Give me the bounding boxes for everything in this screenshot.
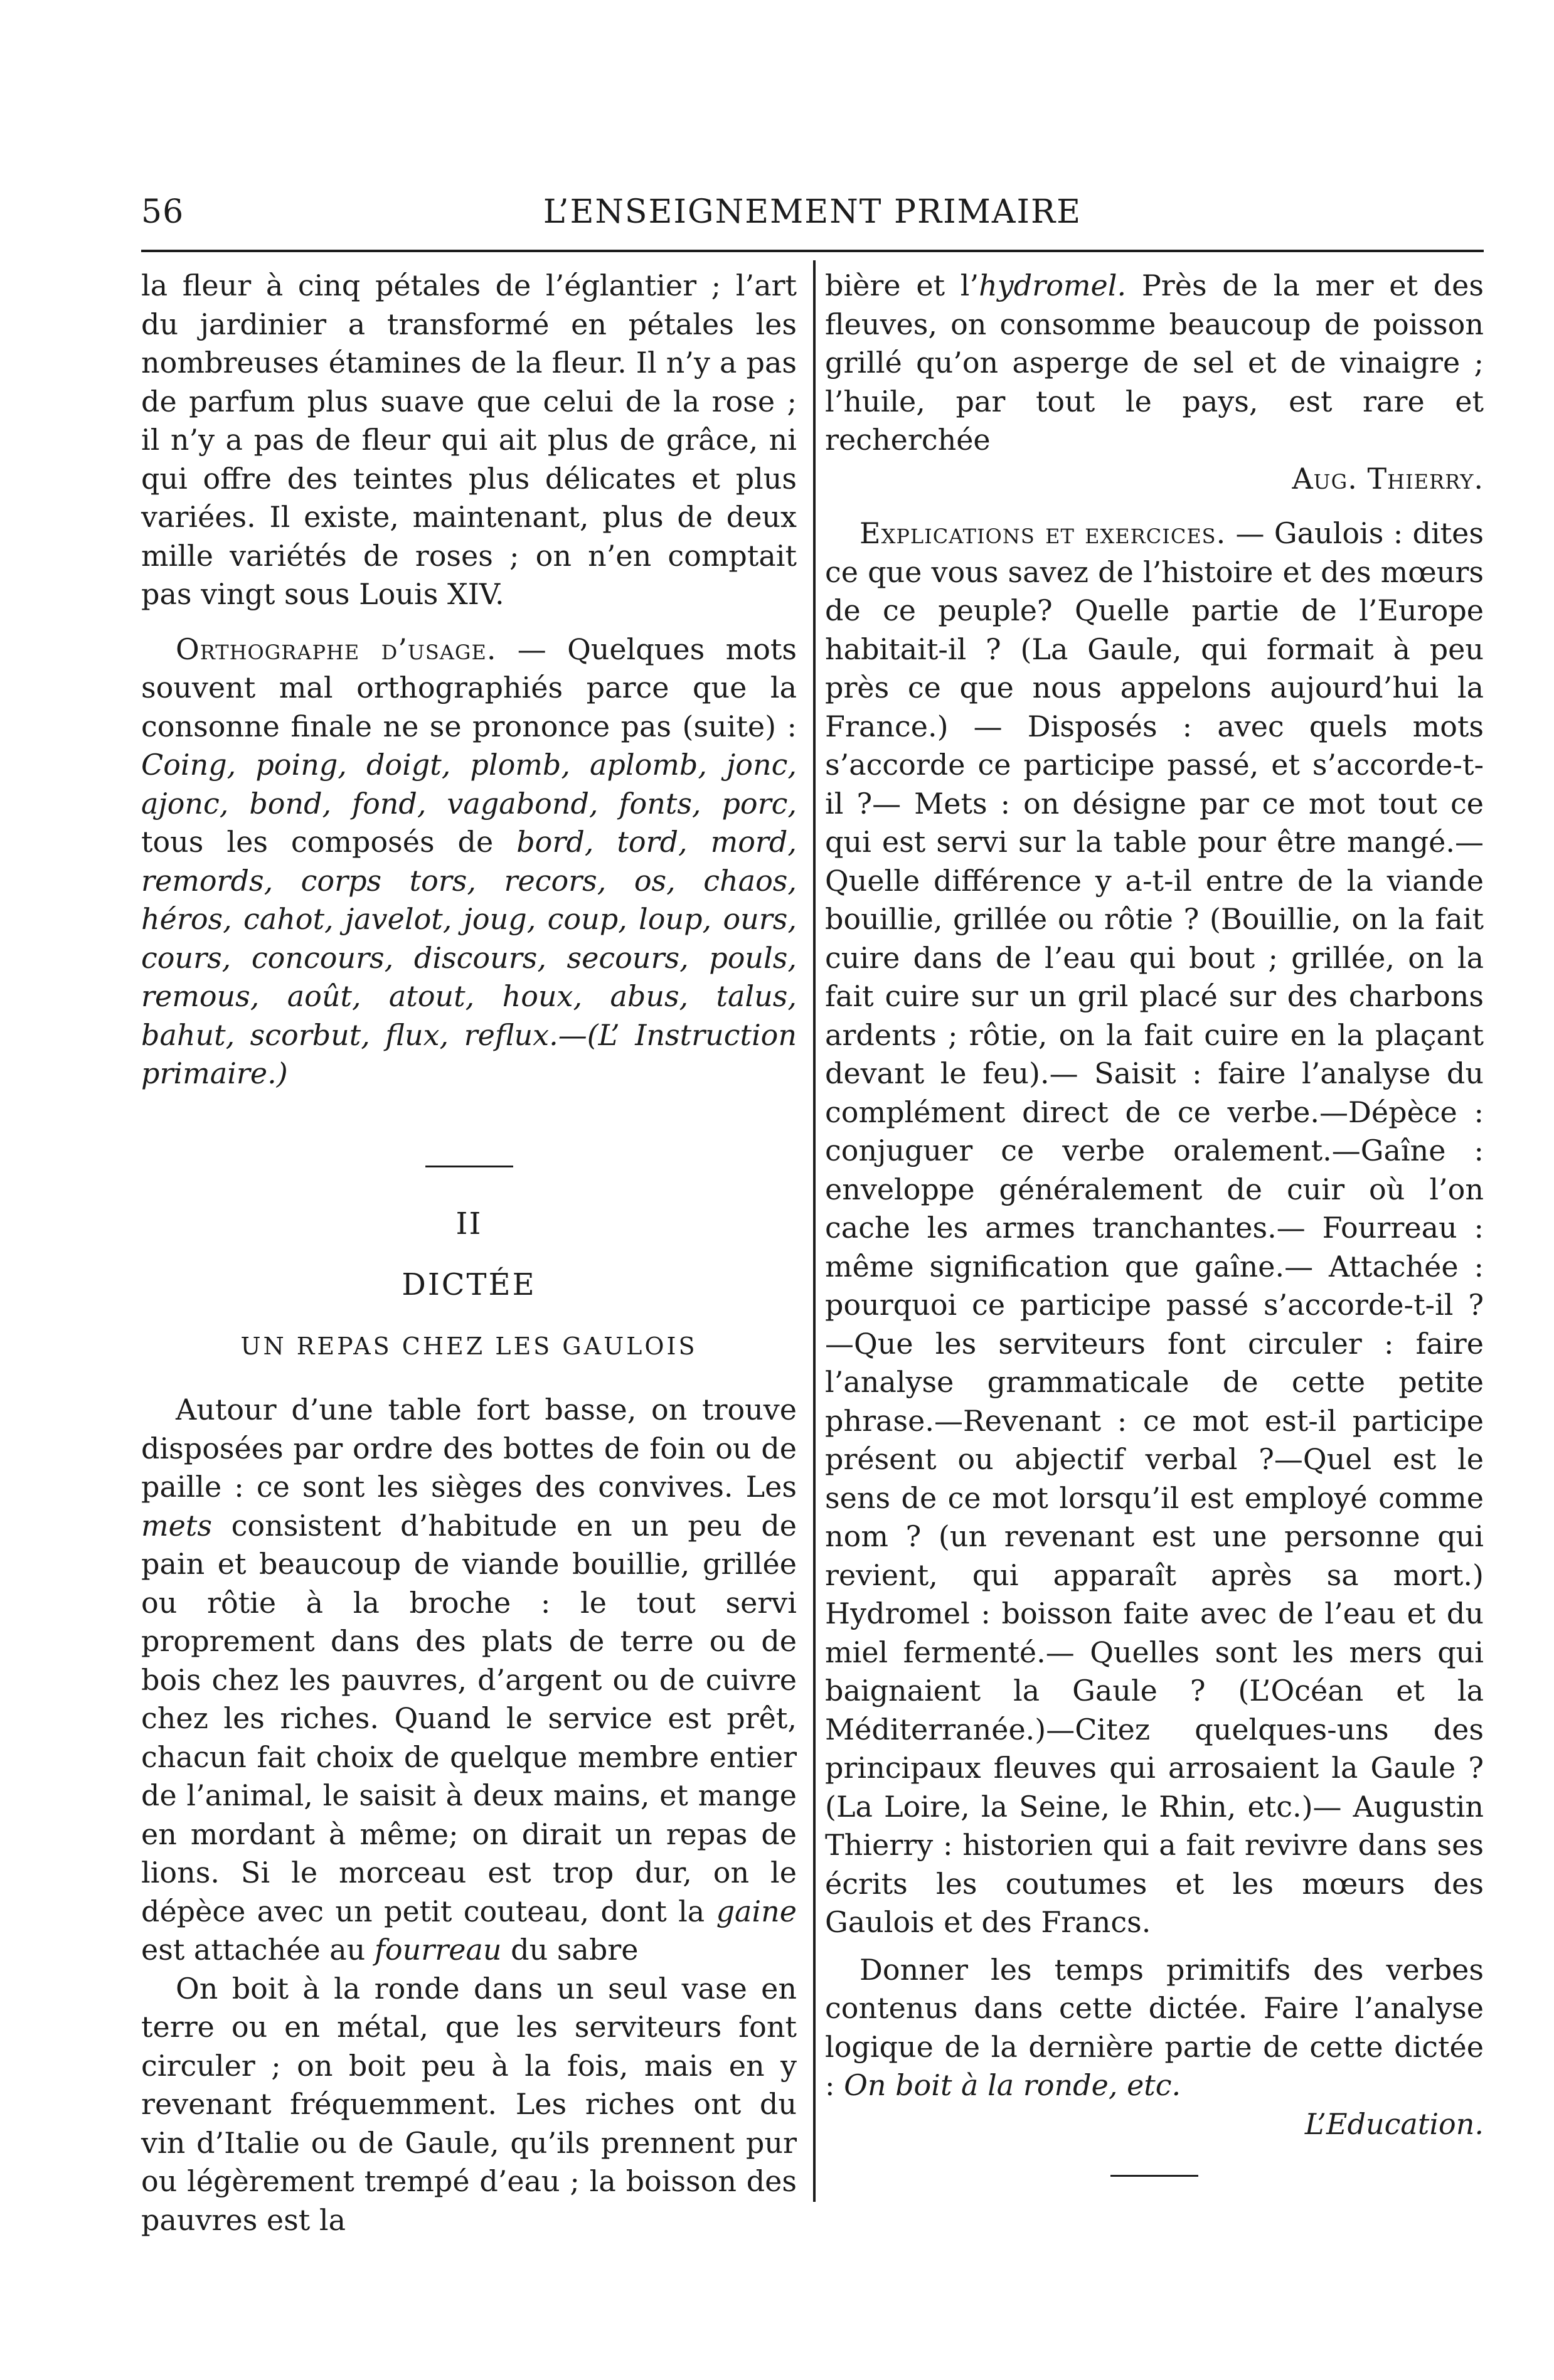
exercise-paragraph: Donner les temps primitifs des verbes contenus dans cette dictée. Faire l’analyse logique de la dernière partie de cette dictée : On boit à la ronde, etc. [825,1952,1484,2102]
section-subtitle: UN REPAS CHEZ LES GAULOIS [240,1332,698,1360]
orthography-word-list: Coing, poing, doigt, plomb, aplomb, jonc, ajonc, bond, fond, vagabond, fonts, porc, [141,748,797,821]
orthography-word-list-2: bord, tord, mord, remords, corps tors, recors, os, chaos, héros, cahot, javelot, joug, coup, loup, ours, cours, concours, discours, secours, pouls, remous, août, atout, houx, abus, talus, bahut, scorbut, flux, reflux. [141,825,797,1052]
dictation-paragraph-1: Autour d’une table fort basse, on trouve disposées par ordre des bottes de foin ou de paille : ce sont les sièges des convives. Les mets consistent d’habitude en un peu de pain et beaucoup de viande bouillie, grillée ou rôtie à la broche : le tout servi proprement dans des plats de terre ou de bois chez les pauvres, d’argent ou de cuivre chez les riches. Quand le service est prêt, chacun fait choix de quelque membre entier de l’animal, le saisit à deux mains, et mange en mordant à même; on dirait un repas de lions. Si le morceau est trop dur, on le dépèce avec un petit couteau, dont la gaine est attachée au fourreau du sabre [141,1393,797,1967]
page-header [141,188,1484,245]
author-signature: Aug. Thierry. [1292,461,1484,496]
page-number: 56 [141,193,184,231]
right-column [825,267,1484,2177]
end-separator [1110,2175,1198,2177]
source-signature: L’Education. [1304,2106,1484,2141]
running-title: L’ENSEIGNEMENT PRIMAIRE [543,193,1082,231]
orthography-heading: Orthographe d’usage. [176,632,497,666]
orthography-source: —(L’ Instruction primaire.) [141,1017,797,1090]
column-divider [813,260,816,2202]
dictation-continuation: bière et l’hydromel. Près de la mer et des fleuves, on consomme beaucoup de poisson grillé qu’on asperge de sel et de vinaigre ; l’huile, par tout le pays, est rare et recherchée [825,268,1484,457]
section-number: II [455,1206,482,1241]
explanations-heading: Explications et exercices. [859,516,1227,550]
section-title: DICTÉE [402,1267,536,1302]
orthography-paragraph: Orthographe d’usage. — Quelques mots souvent mal orthographiés parce que la consonne finale ne se prononce pas (suite) : Coing, poing, doigt, plomb, aplomb, jonc, ajonc, bond, fond, vagabond, fonts, porc, tous les composés de bord, tord, mord, remords, corps tors, recors, os, chaos, héros, cahot, javelot, joug, coup, loup, ours, cours, concours, discours, secours, pouls, remous, août, atout, houx, abus, talus, bahut, scorbut, flux, reflux.—(L’ Instruction primaire.) [141,632,797,1090]
header-rule [141,250,1484,252]
left-column [141,267,797,2239]
rose-paragraph: la fleur à cinq pétales de l’églantier ; l’art du jardinier a transformé en pétales les nombreuses étamines de la fleur. Il n’y a pas de parfum plus suave que celui de la rose ; il n’y a pas de fleur qui ait plus de grâce, ni qui offre des teintes plus délicates et plus variées. Il existe, maintenant, plus de deux mille variétés de roses ; on n’en comptait pas vingt sous Louis XIV. [141,268,797,611]
dictation-paragraph-2: On boit à la ronde dans un seul vase en terre ou en métal, que les serviteurs font circuler ; on boit peu à la fois, mais en y revenant fréquemment. Les riches ont du vin d’Italie ou de Gaule, qu’ils prennent pur ou légèrement trempé d’eau ; la boisson des pauvres est la [141,1971,797,2237]
explanations-paragraph: Explications et exercices. — Gaulois : dites ce que vous savez de l’histoire et des mœurs de ce peuple? Quelle partie de l’Europe habitait-il ? (La Gaule, qui formait à peu près ce que nous appelons aujourd’hui la France.) — Disposés : avec quels mots s’accorde ce participe passé, et s’accorde-t-il ?— Mets : on désigne par ce mot tout ce qui est servi sur la table pour être mangé.—Quelle différence y a-t-il entre de la viande bouillie, grillée ou rôtie ? (Bouillie, on la fait cuire dans de l’eau qui bout ; grillée, on la fait cuire sur un gril placé sur des charbons ardents ; rôtie, on la fait cuire en la plaçant devant le feu).— Saisit : faire l’analyse du complément direct de ce verbe.—Dépèce : conjuguer ce verbe oralement.—Gaîne : enveloppe généralement de cuir où l’on cache les armes tranchantes.— Fourreau : même signification que gaîne.— Attachée : pourquoi ce participe passé s’accorde-t-il ?—Que les serviteurs font circuler : faire l’analyse grammaticale de cette petite phrase.—Revenant : ce mot est-il participe présent ou abjectif verbal ?—Quel est le sens de ce mot lorsqu’il est employé comme nom ? (un revenant est une personne qui revient, qui apparaît après sa mort.) Hydromel : boisson faite avec de l’eau et du miel fermenté.— Quelles sont les mers qui baignaient la Gaule ? (L’Océan et la Méditerranée.)—Citez quelques-uns des principaux fleuves qui arrosaient la Gaule ? (La Loire, la Seine, le Rhin, etc.)— Augustin Thierry : historien qui a fait revivre dans ses écrits les coutumes et les mœurs des Gaulois et des Francs. [825,516,1484,1939]
